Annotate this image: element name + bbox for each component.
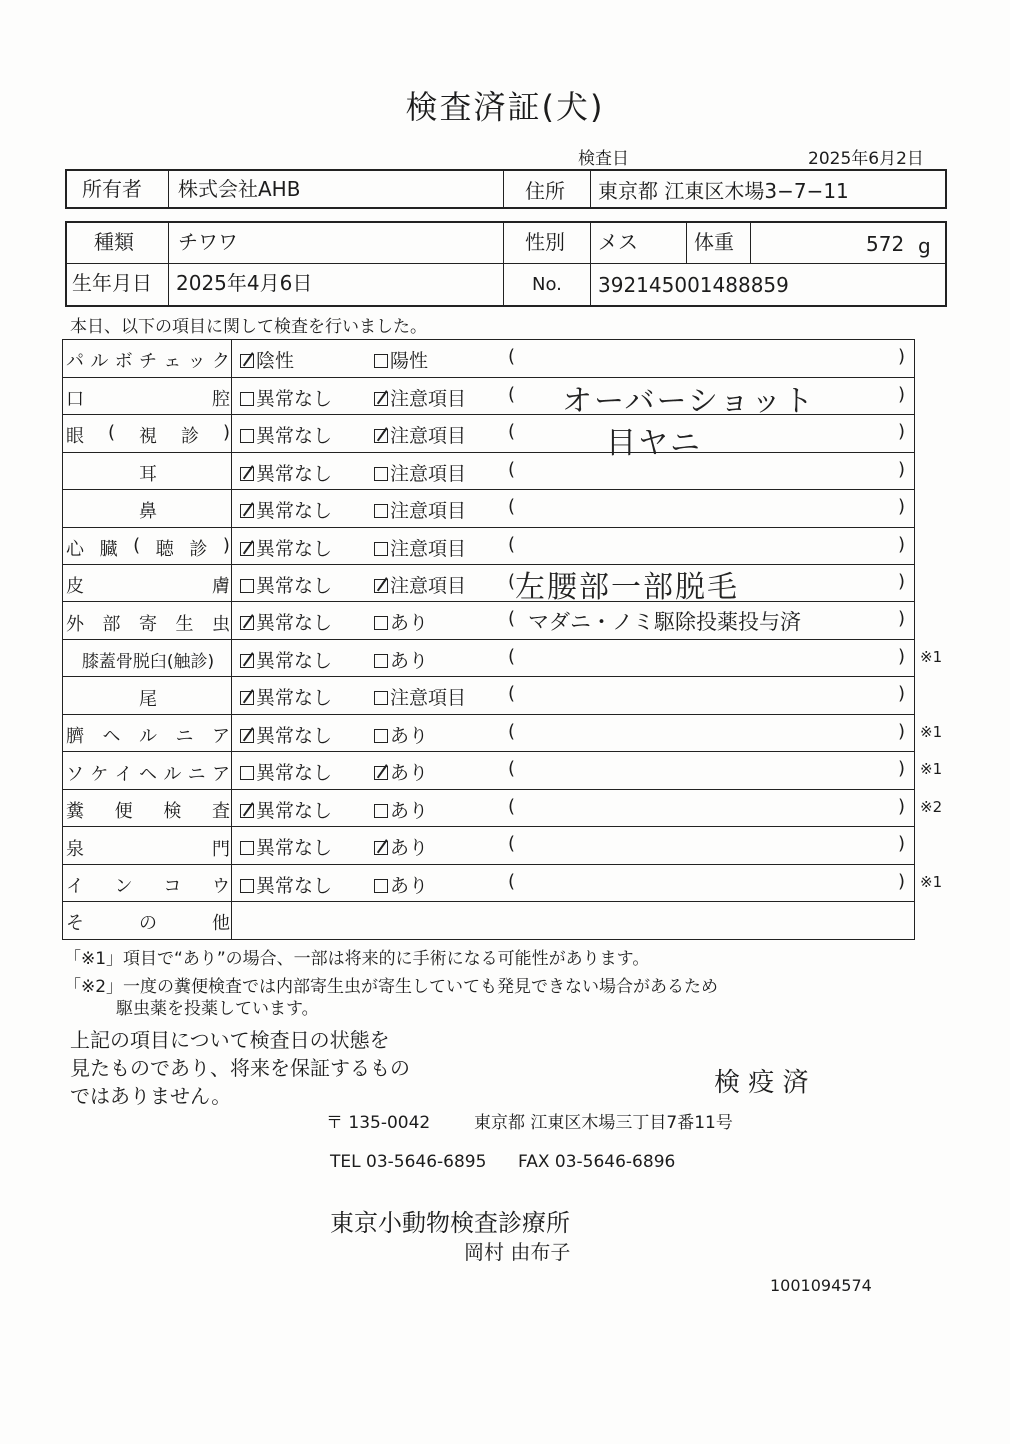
- checkbox[interactable]: [240, 654, 254, 668]
- option-attention[interactable]: [374, 608, 428, 635]
- paren-close: ): [898, 421, 906, 442]
- disclaimer-line-3: ではありません。: [70, 1084, 232, 1108]
- paren-close: ): [898, 796, 906, 817]
- paren-close: ): [898, 496, 906, 517]
- checkbox[interactable]: [240, 579, 254, 593]
- checkbox[interactable]: [374, 766, 388, 780]
- paren-close: ): [898, 571, 906, 592]
- weight-unit: g: [918, 234, 931, 258]
- option-label: 異常なし: [256, 463, 333, 485]
- checkbox[interactable]: [240, 392, 254, 406]
- option-label: あり: [390, 875, 429, 897]
- footnote-2: 「※2」一度の糞便検査では内部寄生虫が寄生していても発見できない場合があるため: [64, 977, 719, 997]
- option-attention[interactable]: [374, 496, 466, 523]
- checkbox[interactable]: [374, 354, 388, 368]
- option-normal[interactable]: [240, 683, 332, 710]
- checkbox[interactable]: [374, 542, 388, 556]
- label-fecal-exam: 糞 便 検 査: [66, 801, 230, 822]
- checkbox[interactable]: [240, 616, 254, 630]
- clinic-postal: 〒 135-0042: [326, 1113, 431, 1133]
- clinic-person: 岡村 由布子: [464, 1240, 571, 1264]
- address-label: 住所: [525, 179, 565, 203]
- quarantine-stamp: 検 疫 済: [714, 1068, 809, 1098]
- breed-value: チワワ: [178, 230, 238, 254]
- option-label: 異常なし: [256, 425, 333, 447]
- paren-open: (: [508, 608, 516, 629]
- label-heart: 心 臓 ( 聴 診 ): [66, 535, 230, 560]
- paren-open: (: [508, 871, 516, 892]
- option-label: 陰性: [256, 350, 295, 372]
- label-other: そ の 他: [66, 913, 230, 934]
- footnote-1: 「※1」項目で“あり”の場合、一部は将来的に手術になる可能性があります。: [64, 949, 650, 969]
- paren-close: ): [898, 833, 906, 854]
- option-label: 異常なし: [256, 500, 333, 522]
- paren-open: (: [508, 346, 516, 367]
- option-normal[interactable]: [240, 608, 332, 635]
- clinic-tel: TEL 03-5646-6895: [330, 1152, 487, 1172]
- option-label: あり: [390, 800, 429, 822]
- option-label: 異常なし: [256, 837, 333, 859]
- sex-value: メス: [598, 230, 638, 254]
- paren-open: (: [508, 534, 516, 555]
- handwritten-eye: 目ヤニ: [606, 426, 702, 461]
- option-label: 注意項目: [390, 463, 467, 485]
- checkbox[interactable]: [374, 616, 388, 630]
- checkbox[interactable]: [240, 542, 254, 556]
- owner-value: 株式会社AHB: [178, 177, 301, 201]
- checkbox[interactable]: [374, 654, 388, 668]
- document-number: 1001094574: [770, 1276, 872, 1295]
- paren-close: ): [898, 683, 906, 704]
- paren-close: ): [898, 346, 906, 367]
- paren-close: ): [898, 384, 906, 405]
- paren-open: (: [508, 646, 516, 667]
- paren-close: ): [898, 646, 906, 667]
- checkbox[interactable]: [240, 729, 254, 743]
- option-label: 注意項目: [390, 575, 467, 597]
- note-mark: ※1: [920, 760, 943, 778]
- paren-open: (: [508, 459, 516, 480]
- option-label: 注意項目: [390, 425, 467, 447]
- checkbox[interactable]: [240, 467, 254, 481]
- paren-open: (: [508, 833, 516, 854]
- birth-value: 2025年4月6日: [176, 271, 313, 295]
- option-normal[interactable]: [240, 646, 332, 673]
- option-normal[interactable]: [240, 721, 332, 748]
- option-label: 異常なし: [256, 575, 333, 597]
- option-normal[interactable]: [240, 384, 332, 411]
- option-label: 異常なし: [256, 388, 333, 410]
- disclaimer-line-2: 見たものであり、将来を保証するもの: [70, 1056, 410, 1080]
- footnote-2-cont: 駆虫薬を投薬しています。: [116, 999, 319, 1019]
- label-umbilical-hernia: 臍 ヘ ル ニ ア: [66, 726, 230, 747]
- clinic-fax: FAX 03-5646-6896: [518, 1152, 676, 1172]
- checkbox[interactable]: [240, 504, 254, 518]
- label-tail: 尾: [139, 689, 157, 710]
- paren-close: ): [898, 534, 906, 555]
- checkbox[interactable]: [374, 879, 388, 893]
- address-value: 東京都 江東区木場3−7−11: [598, 179, 849, 203]
- option-label: 注意項目: [390, 687, 467, 709]
- birth-label: 生年月日: [72, 271, 152, 295]
- paren-open: (: [508, 796, 516, 817]
- paren-close: ): [898, 871, 906, 892]
- option-normal[interactable]: [240, 496, 332, 523]
- clinic-name: 東京小動物検査診療所: [330, 1209, 570, 1237]
- option-attention[interactable]: [374, 459, 466, 486]
- label-eye: 眼 ( 視 診 ): [66, 422, 230, 447]
- note-mark: ※1: [920, 873, 943, 891]
- label-larynx: イ ン コ ウ: [66, 876, 230, 897]
- option-label: 陽性: [390, 350, 429, 372]
- option-label: あり: [390, 837, 429, 859]
- remark-text: マダニ・ノミ駆除投薬投与済: [528, 610, 801, 634]
- option-attention[interactable]: [374, 571, 466, 598]
- option-label: あり: [390, 650, 429, 672]
- handwritten-skin: 左腰部一部脱毛: [515, 570, 739, 605]
- weight-value: 572: [866, 232, 905, 256]
- checkbox[interactable]: [374, 579, 388, 593]
- note-mark: ※1: [920, 723, 943, 741]
- checkbox[interactable]: [240, 766, 254, 780]
- option-label: 異常なし: [256, 875, 333, 897]
- checkbox[interactable]: [240, 879, 254, 893]
- checkbox[interactable]: [374, 841, 388, 855]
- label-skin: 皮 膚: [66, 576, 230, 597]
- note-mark: ※2: [920, 798, 943, 816]
- label-patella: 膝蓋骨脱臼(触診): [81, 652, 215, 672]
- checkbox[interactable]: [374, 504, 388, 518]
- option-normal[interactable]: [240, 571, 332, 598]
- paren-open: (: [508, 496, 516, 517]
- exam-date-label: 検査日: [578, 149, 629, 169]
- option-normal[interactable]: [240, 421, 332, 448]
- paren-open: (: [508, 758, 516, 779]
- label-oral: 口 腔: [66, 389, 230, 410]
- checkbox[interactable]: [374, 729, 388, 743]
- option-normal[interactable]: [240, 758, 332, 785]
- option-normal[interactable]: [240, 796, 332, 823]
- option-attention[interactable]: [374, 646, 428, 673]
- checkbox[interactable]: [240, 691, 254, 705]
- checkbox[interactable]: [240, 354, 254, 368]
- option-normal[interactable]: [240, 871, 332, 898]
- checkbox[interactable]: [240, 841, 254, 855]
- checkbox[interactable]: [374, 392, 388, 406]
- option-label: 異常なし: [256, 538, 333, 560]
- paren-open: (: [508, 384, 516, 405]
- option-label: 異常なし: [256, 650, 333, 672]
- clinic-address: 東京都 江東区木場三丁目7番11号: [474, 1113, 733, 1133]
- weight-label: 体重: [694, 230, 734, 254]
- checkbox[interactable]: [374, 691, 388, 705]
- option-attention[interactable]: [374, 758, 428, 785]
- paren-open: (: [508, 683, 516, 704]
- exam-date: 2025年6月2日: [808, 149, 924, 169]
- option-attention[interactable]: [374, 683, 466, 710]
- checkbox[interactable]: [374, 467, 388, 481]
- option-label: 異常なし: [256, 612, 333, 634]
- option-label: 異常なし: [256, 687, 333, 709]
- option-label: 注意項目: [390, 388, 467, 410]
- option-attention[interactable]: [374, 421, 466, 448]
- checkbox[interactable]: [240, 429, 254, 443]
- note-mark: ※1: [920, 648, 943, 666]
- label-parvo: パ ル ボ チ ェ ッ ク: [66, 351, 230, 372]
- label-nose: 鼻: [139, 501, 157, 522]
- label-external-parasite: 外 部 寄 生 虫: [66, 614, 230, 635]
- paren-close: ): [898, 721, 906, 742]
- option-normal[interactable]: [240, 534, 332, 561]
- option-normal[interactable]: [240, 459, 332, 486]
- label-fontanelle: 泉 門: [66, 839, 230, 860]
- paren-close: ): [898, 608, 906, 629]
- paren-close: ): [898, 758, 906, 779]
- disclaimer-line-1: 上記の項目について検査日の状態を: [70, 1028, 390, 1052]
- option-attention[interactable]: [374, 796, 428, 823]
- no-label: No.: [532, 274, 562, 295]
- paren-close: ): [898, 459, 906, 480]
- label-ear: 耳: [139, 464, 157, 485]
- paren-open: (: [508, 571, 516, 592]
- paren-open: (: [508, 421, 516, 442]
- option-label: 異常なし: [256, 725, 333, 747]
- paren-open: (: [508, 721, 516, 742]
- owner-label: 所有者: [82, 177, 142, 201]
- option-normal[interactable]: [240, 346, 294, 373]
- option-attention[interactable]: [374, 833, 428, 860]
- option-attention[interactable]: [374, 384, 466, 411]
- option-label: 異常なし: [256, 800, 333, 822]
- option-label: あり: [390, 725, 429, 747]
- no-value: 392145001488859: [598, 273, 789, 297]
- option-attention[interactable]: [374, 346, 428, 373]
- checkbox[interactable]: [374, 429, 388, 443]
- breed-label: 種類: [94, 230, 134, 254]
- option-label: 注意項目: [390, 500, 467, 522]
- page-title: 検査済証(犬): [405, 88, 605, 126]
- checkbox[interactable]: [374, 804, 388, 818]
- label-inguinal-hernia: ソ ケ イ ヘ ル ニ ア: [66, 764, 230, 785]
- option-label: 異常なし: [256, 762, 333, 784]
- option-attention[interactable]: [374, 871, 428, 898]
- option-label: あり: [390, 612, 429, 634]
- option-label: 注意項目: [390, 538, 467, 560]
- option-label: あり: [390, 762, 429, 784]
- intro-text: 本日、以下の項目に関して検査を行いました。: [70, 317, 427, 337]
- checkbox[interactable]: [240, 804, 254, 818]
- sex-label: 性別: [525, 230, 565, 254]
- handwritten-oral: オーバーショット: [562, 384, 816, 419]
- option-attention[interactable]: [374, 534, 466, 561]
- option-normal[interactable]: [240, 833, 332, 860]
- option-attention[interactable]: [374, 721, 428, 748]
